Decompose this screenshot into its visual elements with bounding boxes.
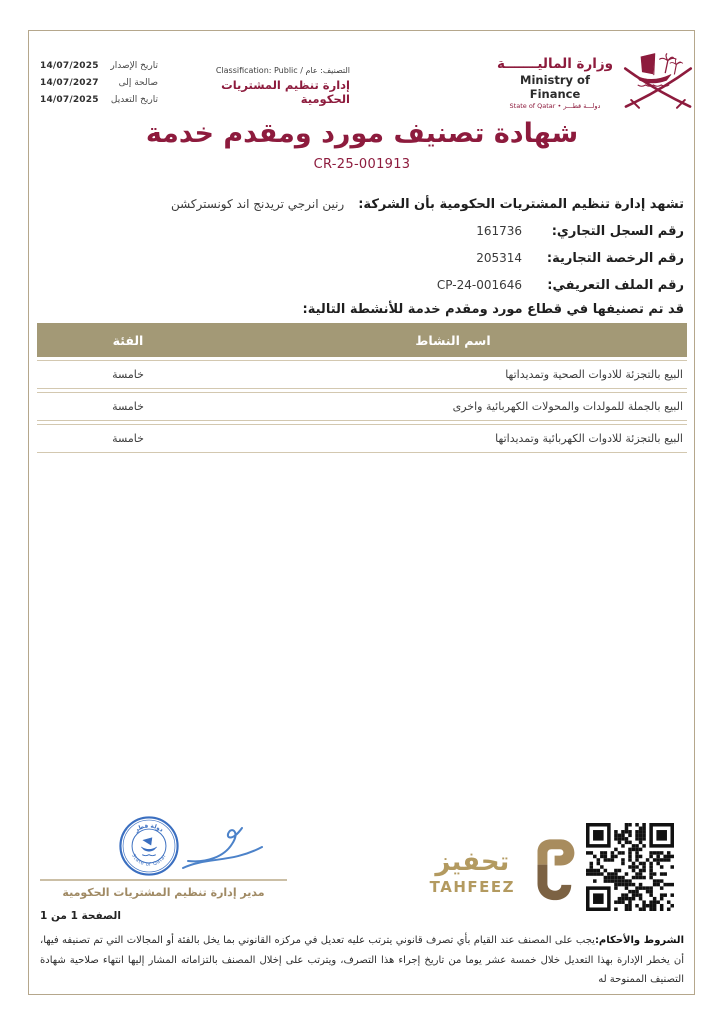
modified-date-label: تاريخ التعديل bbox=[110, 95, 158, 105]
modified-date-value: 14/07/2025 bbox=[40, 95, 99, 105]
page-number-label: الصفحة 1 من 1 bbox=[40, 910, 121, 922]
table-row bbox=[37, 424, 687, 453]
profile-number-label: رقم الملف التعريفي: bbox=[547, 278, 684, 293]
issue-date-value: 14/07/2025 bbox=[40, 61, 99, 71]
certificate-title: شهادة تصنيف مورد ومقدم خدمة bbox=[145, 118, 579, 149]
category-cell: خامسة bbox=[112, 432, 144, 445]
ministry-name-english: Ministry of Finance bbox=[520, 73, 590, 101]
terms-label: الشروط والأحكام: bbox=[594, 935, 684, 946]
category-column-header: الفئة bbox=[112, 332, 144, 348]
signature-line bbox=[40, 879, 287, 881]
table-header-row bbox=[37, 323, 687, 357]
activities-table bbox=[37, 323, 687, 453]
valid-until-row bbox=[40, 78, 158, 95]
terms-text: يجب على المصنف عند القيام بأي تصرف قانوني يترتب عليه تعديل في مركزه القانوني بما يخل بالفئة أو المجالات التي تم تصنيفه فيها، أن يخطر الإدارة بهذا التعديل خلال خمسة عشر يوما من تاريخ إجراء هذا التصرف، ويترتب على إخلال المصنف بالتزاماته المشار إليها انتهاء صلاحية شهادة التصنيف الممنوحة له bbox=[40, 935, 684, 985]
certificate-number: CR-25-001913 bbox=[313, 157, 411, 172]
signature-icon bbox=[176, 822, 268, 880]
tahfeez-name-english: TAHFEEZ bbox=[429, 878, 515, 897]
company-info bbox=[40, 197, 684, 305]
profile-number-value: CP-24-001646 bbox=[436, 278, 522, 292]
issue-date-row bbox=[40, 61, 158, 78]
valid-until-label: صالحة إلى bbox=[118, 78, 158, 88]
activity-cell: البيع بالتجزئة للادوات الكهربائية وتمديداتها bbox=[495, 432, 683, 445]
activity-cell: البيع بالتجزئة للادوات الصحية وتمديداتها bbox=[505, 368, 683, 381]
attestation-row bbox=[40, 197, 684, 224]
director-title: مدير إدارة تنظيم المشتريات الحكومية bbox=[62, 886, 265, 899]
cr-number-value: 161736 bbox=[476, 224, 522, 238]
ministry-country-line: دولـــة قطـــر • State of Qatar bbox=[509, 102, 601, 110]
category-cell: خامسة bbox=[112, 400, 144, 413]
tahfeez-logo bbox=[418, 836, 578, 908]
department-name: إدارة تنظيم المشتريات الحكومية bbox=[221, 78, 350, 106]
activity-cell: البيع بالجملة للمولدات والمحولات الكهربائية واخرى bbox=[452, 400, 683, 413]
activity-column-header: اسم النشاط bbox=[415, 332, 491, 348]
cr-number-label: رقم السجل التجاري: bbox=[551, 224, 684, 239]
category-cell: خامسة bbox=[112, 368, 144, 381]
tahfeez-name-arabic: تحفيز bbox=[435, 846, 510, 877]
attestation-label: تشهد إدارة تنظيم المشتريات الحكومية بأن الشركة: bbox=[358, 197, 684, 212]
license-number-label: رقم الرخصة التجارية: bbox=[546, 251, 684, 266]
ministry-logo-text bbox=[494, 56, 616, 110]
cr-number-row bbox=[40, 224, 684, 251]
qatar-stamp-icon bbox=[118, 815, 180, 881]
profile-number-row bbox=[40, 278, 684, 305]
table-row bbox=[37, 392, 687, 421]
ministry-logo bbox=[492, 52, 694, 114]
tahfeez-mark-icon bbox=[524, 836, 578, 908]
tahfeez-logo-text bbox=[430, 848, 515, 897]
valid-until-value: 14/07/2027 bbox=[40, 78, 99, 88]
modified-date-row bbox=[40, 95, 158, 112]
license-number-value: 205314 bbox=[476, 251, 522, 265]
svg-text:دولة قطر: دولة قطر bbox=[134, 823, 165, 834]
company-name: رنين انرجي تريدنج اند كونستركشن bbox=[170, 197, 345, 211]
classification-line: التصنيف: عام / Classification: Public bbox=[215, 66, 350, 75]
ministry-name-arabic: وزارة الماليـــــــة bbox=[496, 56, 614, 72]
table-row bbox=[37, 360, 687, 389]
dates-block bbox=[40, 61, 158, 112]
qatar-emblem-icon bbox=[622, 50, 694, 116]
license-number-row bbox=[40, 251, 684, 278]
classification-block bbox=[185, 66, 350, 106]
terms-paragraph bbox=[40, 931, 684, 990]
svg-text:State of Qatar: State of Qatar bbox=[130, 853, 168, 868]
qr-code bbox=[586, 823, 674, 911]
activities-heading: قد تم تصنيفها في قطاع مورد ومقدم خدمة للأنشطة التالية: bbox=[302, 302, 684, 317]
issue-date-label: تاريخ الإصدار bbox=[110, 61, 158, 71]
